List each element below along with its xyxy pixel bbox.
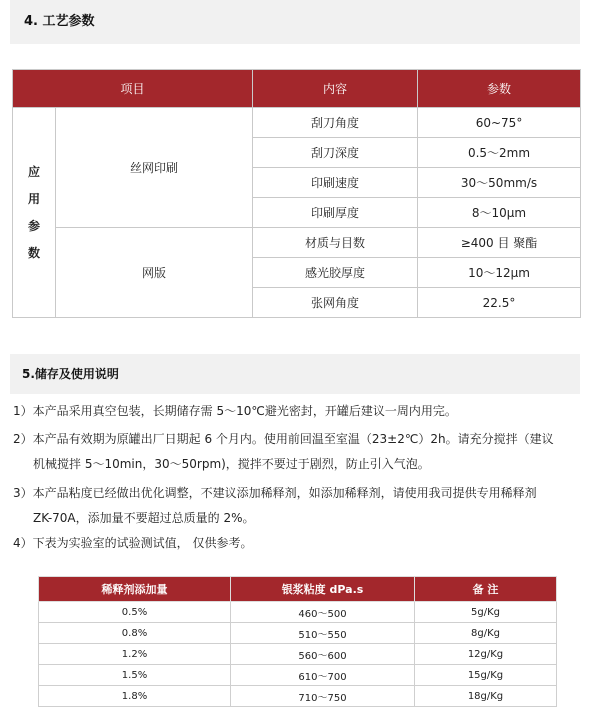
table-row: 1.2% 560～600 12g/Kg [39,644,557,665]
group-screen-printing: 丝网印刷 [56,108,253,228]
table-row [13,108,581,138]
header-diluent: 稀释剂添加量 [39,577,231,602]
section-5-title: 5.储存及使用说明 [22,367,119,381]
section-4-title: 4. 工艺参数 [24,14,95,29]
value-cell: 60~75° [418,108,581,138]
note-1: 1）本产品采用真空包装，长期储存需 5～10℃避光密封，开罐后建议一周内用完。 [13,404,457,418]
item-cell: 印刷速度 [253,168,418,198]
value-cell: 0.5～2mm [418,138,581,168]
table-header-row [39,577,557,602]
value-cell: 22.5° [418,288,581,318]
item-cell: 刮刀角度 [253,108,418,138]
header-param: 参数 [418,70,581,108]
value-cell: 10～12μm [418,258,581,288]
application-param-label: 应 用 参 数 [13,108,56,318]
table-row: 1.8% 710～750 18g/Kg [39,686,557,707]
item-cell: 印刷厚度 [253,198,418,228]
item-cell: 张网角度 [253,288,418,318]
process-parameter-table [12,69,581,318]
value-cell: 30～50mm/s [418,168,581,198]
table-row: 0.8% 510～550 8g/Kg [39,623,557,644]
table-row [13,228,581,258]
header-content: 内容 [253,70,418,108]
value-cell: 8～10μm [418,198,581,228]
item-cell: 材质与目数 [253,228,418,258]
section-5-heading [10,354,580,394]
note-3: 3）本产品粘度已经做出优化调整，不建议添加稀释剂，如添加稀释剂，请使用我司提供专用稀释剂 ZK-70A，添加量不要超过总质量的 2%。 [13,486,537,525]
header-viscosity: 银浆粘度 dPa.s [231,577,415,602]
table-row: 1.5% 610～700 15g/Kg [39,665,557,686]
value-cell: ≥400 目 聚酯 [418,228,581,258]
note-2: 2）本产品有效期为原罐出厂日期起 6 个月内。使用前回温至室温（23±2℃）2h。请充分搅拌（建议 机械搅拌 5～10min，30～50rpm)，搅拌不要过于剧烈，防止引入气泡。 [13,432,554,471]
item-cell: 感光胶厚度 [253,258,418,288]
note-4: 4）下表为实验室的试验测试值， 仅供参考。 [13,536,253,550]
table-header-row [13,70,581,108]
group-screen: 网版 [56,228,253,318]
header-remark: 备 注 [415,577,557,602]
item-cell: 刮刀深度 [253,138,418,168]
viscosity-table [38,576,557,707]
table-row: 0.5% 460～500 5g/Kg [39,602,557,623]
header-item: 项目 [13,70,253,108]
section-4-heading [10,0,580,44]
